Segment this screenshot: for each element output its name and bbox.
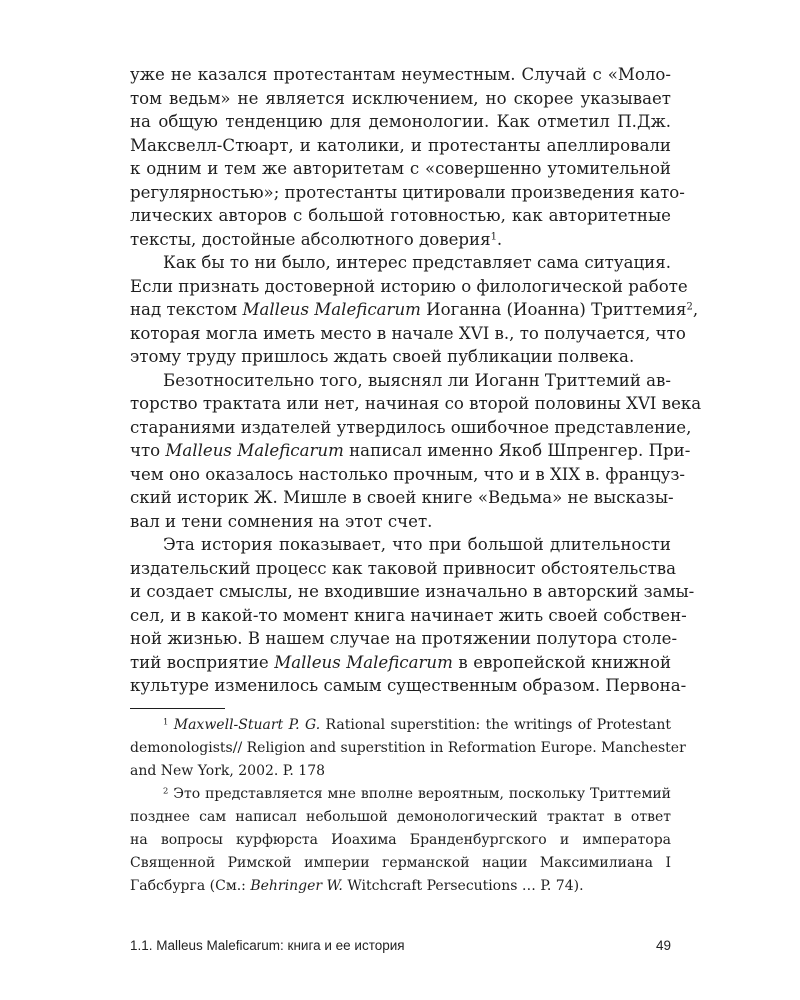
text-line: лических авторов с большой готовностью, как авторитетные [130, 206, 671, 225]
paragraph-start: Эта история показывает, что при большой длительности [163, 535, 671, 554]
book-title-latin: Malleus Maleficarum [274, 652, 453, 672]
text-line: том ведьм» не является исключением, но скорее указывает [130, 88, 671, 108]
footnote-ref-1[interactable]: 1 [490, 231, 497, 243]
text-line: чем оно оказалось настолько прочным, что и в XIX в. француз- [130, 464, 685, 484]
footnote-author: Behringer W. [250, 878, 343, 894]
footnote-text: Rational superstition: the writings of Protestant [320, 717, 672, 733]
text-line: регулярностью»; протестанты цитировали произведения като- [130, 182, 685, 202]
text-fragment: что [130, 441, 166, 460]
text-line: Максвелл-Стюарт, и католики, и протестанты апеллировали [130, 135, 671, 155]
book-title-latin: Malleus Maleficarum [242, 300, 421, 319]
footnotes [130, 714, 686, 898]
footnote-line: на вопросы курфюрста Иоахима Бранденбургского и императора [130, 832, 671, 848]
text-line: на общую тенденцию для демонологии. Как отметил П.Дж. [130, 112, 671, 131]
footnote-2 [130, 783, 671, 806]
footnote-line: Священной Римской империи германской нации Максимилиана I [130, 855, 671, 871]
main-text-body [130, 63, 702, 698]
text-line: культуре изменилось самым существенным образом. Первона- [130, 676, 687, 695]
footnote-mark: 2 [163, 785, 169, 796]
text-line: тексты, достойные абсолютного доверия$^1$. [130, 229, 503, 249]
running-title: 1.1. Malleus Maleficarum: книга и ее история [130, 938, 405, 953]
text-fragment: написал именно Якоб Шпренгер. При- [343, 441, 691, 460]
text-line: Если признать достоверной историю о филологической работе [130, 276, 688, 296]
text-line: ский историк Ж. Мишле в своей книге «Ведьма» не высказы- [130, 488, 674, 507]
page-number: 49 [655, 938, 671, 953]
text-line: стараниями издателей утвердилось ошибочное представление, [130, 417, 692, 437]
footnote-author: Maxwell-Stuart P. G. [173, 717, 321, 733]
footnote-text: Witchcraft Persecutions … P. 74). [342, 878, 584, 894]
text-line: этому труду пришлось ждать своей публикации полвека. [130, 347, 635, 366]
text-line [130, 439, 691, 463]
text-fragment: тий восприятие [130, 652, 275, 672]
text-line: издательский процесс как таковой привносит обстоятельства [130, 558, 677, 578]
footnote-line: and New York, 2002. P. 178 [130, 763, 326, 779]
book-title-latin: Malleus Maleficarum [165, 441, 344, 460]
text-fragment: над текстом [130, 300, 243, 319]
footnote-line: позднее сам написал небольшой демонологический трактат в ответ [130, 809, 671, 825]
text-fragment: в европейской книжной [452, 652, 671, 672]
footnote-line [130, 875, 671, 898]
footnote-line: demonologists// Religion and superstition in Reformation Europe. Manchester [130, 740, 686, 756]
footnote-divider [130, 708, 225, 709]
text-fragment: Иоганна (Иоанна) Триттемия [420, 300, 687, 319]
text-line: вал и тени сомнения на этот счет. [130, 511, 433, 531]
text-line: торство трактата или нет, начиная со второй половины XVI века [130, 394, 702, 413]
footnote-ref-2[interactable]: 2 [686, 301, 693, 313]
text-line [130, 651, 671, 675]
text-line: которая могла иметь место в начале XVI в., то получается, что [130, 323, 686, 343]
running-footer [130, 938, 671, 953]
text-line: уже не казался протестантам неуместным. Случай с «Моло- [130, 65, 671, 84]
text-line: и создает смыслы, не входившие изначально в авторский замы- [130, 582, 695, 601]
text-line: ной жизнью. В нашем случае на протяжении полутора столе- [130, 629, 678, 648]
footnote-text: Это представляется мне вполне вероятным, поскольку Триттемий [168, 786, 671, 802]
footnote-mark: 1 [163, 716, 169, 727]
text-fragment: тексты, достойные абсолютного доверия [130, 229, 491, 249]
footnote-1 [130, 714, 671, 737]
text-line: к одним и тем же авторитетам с «совершенно утомительной [130, 159, 671, 178]
footnote-text: Габсбурга (См.: [130, 878, 251, 894]
paragraph-start: Безотносительно того, выяснял ли Иоганн Триттемий ав- [163, 370, 671, 390]
text-line: сел, и в какой-то момент книга начинает жить своей собствен- [130, 605, 687, 625]
text-line: над текстом Malleus Maleficarum Иоганна (Иоанна) Триттемия$^2$, [130, 300, 699, 319]
paragraph-start: Как бы то ни было, интерес представляет сама ситуация. [163, 253, 671, 272]
